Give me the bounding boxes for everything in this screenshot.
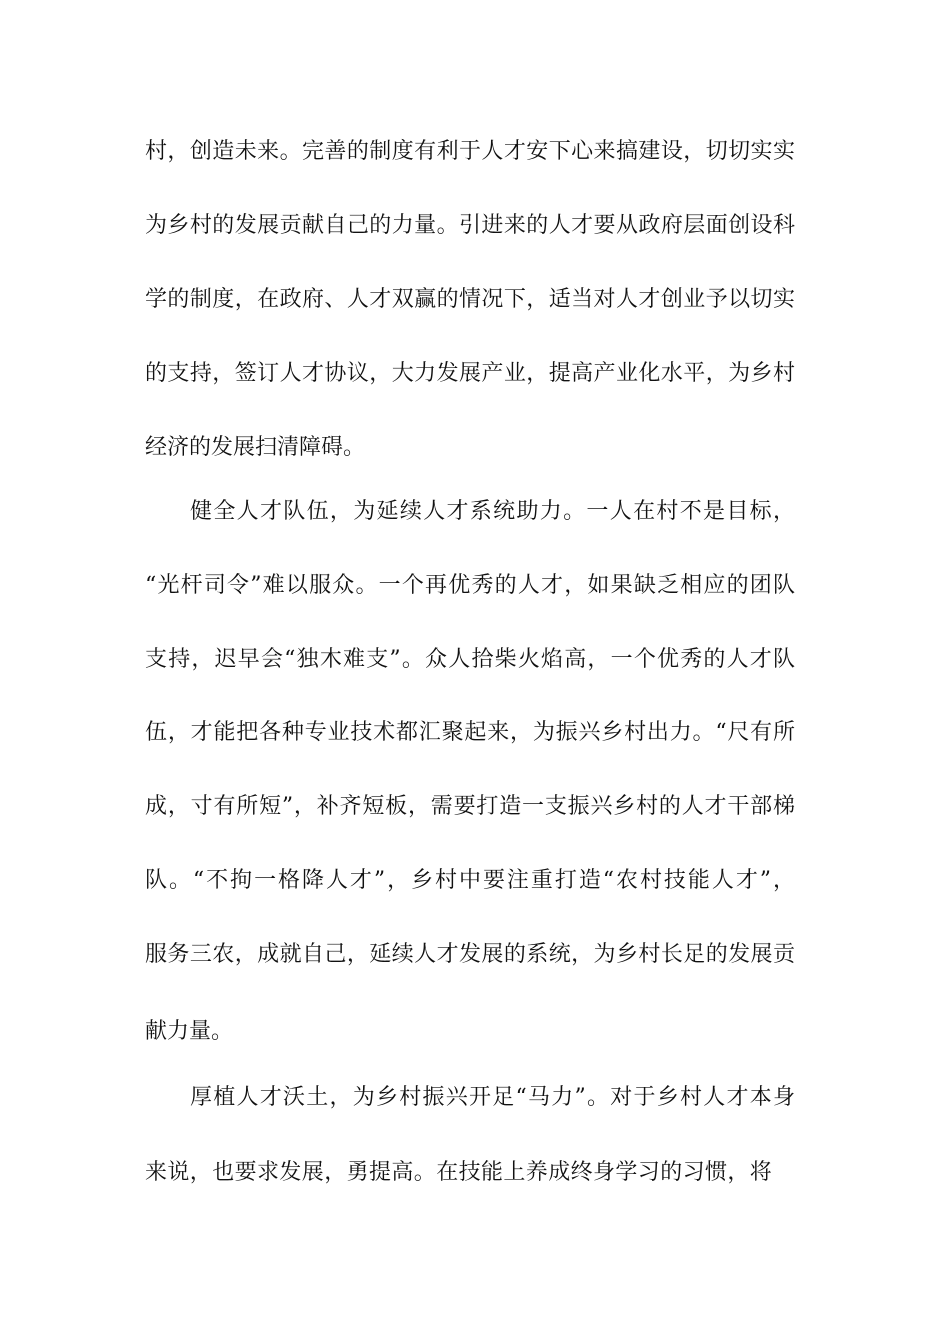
paragraph-first-line: 厚植人才沃土，为乡村振兴开足“马力”。对于乡村人才本身 — [190, 1085, 795, 1110]
text-line: 伍，才能把各种专业技术都汇聚起来，为振兴乡村出力。“尺有所 — [145, 720, 795, 745]
text-line: “光杆司令”难以服众。一个再优秀的人才，如果缺乏相应的团队 — [145, 573, 795, 598]
text-line: 来说，也要求发展，勇提高。在技能上养成终身学习的习惯，将 — [145, 1160, 773, 1185]
text-line: 村，创造未来。完善的制度有利于人才安下心来搞建设，切切实实 — [145, 139, 795, 164]
text-line: 为乡村的发展贡献自己的力量。引进来的人才要从政府层面创设科 — [145, 213, 795, 238]
text-line: 献力量。 — [145, 1019, 234, 1044]
text-line: 服务三农，成就自己，延续人才发展的系统，为乡村长足的发展贡 — [145, 942, 795, 967]
text-line: 经济的发展扫清障碍。 — [145, 435, 366, 460]
paragraph-first-line: 健全人才队伍，为延续人才系统助力。一人在村不是目标， — [190, 499, 795, 524]
text-line: 的支持，签订人才协议，大力发展产业，提高产业化水平，为乡村 — [145, 361, 795, 386]
text-line: 成，寸有所短”，补齐短板，需要打造一支振兴乡村的人才干部梯 — [145, 794, 795, 819]
text-line: 支持，迟早会“独木难支”。众人拾柴火焰高，一个优秀的人才队 — [145, 647, 795, 672]
text-line: 学的制度，在政府、人才双赢的情况下，适当对人才创业予以切实 — [145, 287, 795, 312]
text-line: 队。“不拘一格降人才”，乡村中要注重打造“农村技能人才”， — [145, 868, 795, 893]
